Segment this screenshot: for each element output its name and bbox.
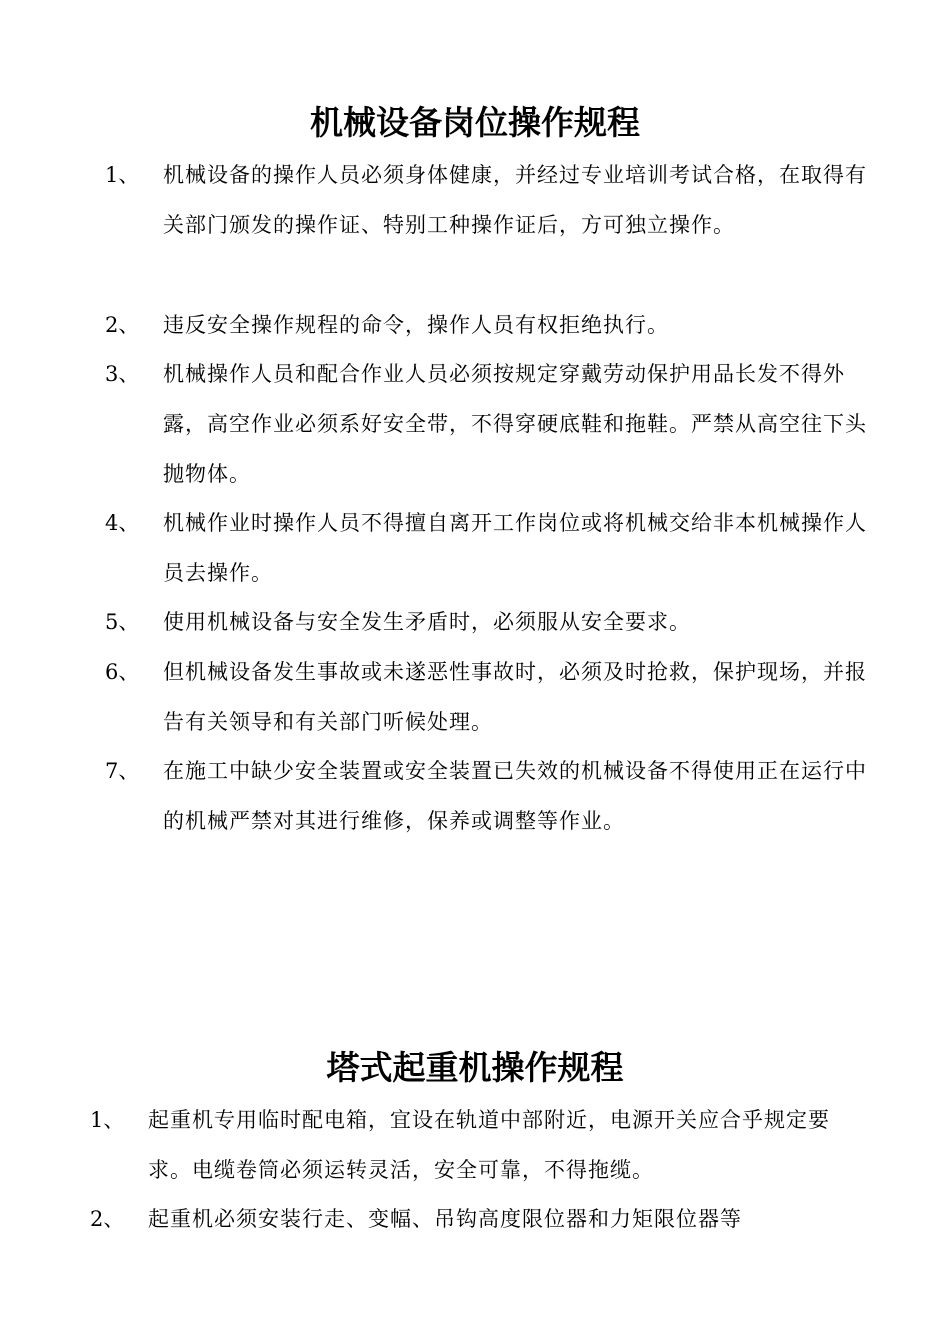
item-number: 2、 (90, 1207, 125, 1231)
item-number: 5、 (105, 610, 140, 634)
item-text: 机械作业时操作人员不得擅自离开工作岗位或将机械交给非本机械操作人员去操作。 (163, 511, 867, 585)
item-text: 机械操作人员和配合作业人员必须按规定穿戴劳动保护用品长发不得外露，高空作业必须系好安全带，不得穿硬底鞋和拖鞋。严禁从高空往下头抛物体。 (163, 362, 867, 486)
item-number: 2、 (105, 313, 140, 337)
section2-title: 塔式起重机操作规程 (326, 1048, 624, 1087)
item-text: 起重机必须安装行走、变幅、吊钩高度限位器和力矩限位器等 (148, 1207, 742, 1231)
section1-title: 机械设备岗位操作规程 (310, 103, 640, 142)
item-number: 7、 (105, 759, 140, 783)
item-number: 4、 (105, 511, 140, 535)
item-text: 在施工中缺少安全装置或安全装置已失效的机械设备不得使用正在运行中的机械严禁对其进行维修，保养或调整等作业。 (163, 759, 867, 833)
item-number: 3、 (105, 362, 140, 386)
item-text: 起重机专用临时配电箱，宜设在轨道中部附近，电源开关应合乎规定要求。电缆卷筒必须运转灵活，安全可靠，不得拖缆。 (148, 1108, 830, 1182)
item-text: 但机械设备发生事故或未遂恶性事故时，必须及时抢救，保护现场，并报告有关领导和有关部门听候处理。 (163, 660, 867, 734)
item-text: 机械设备的操作人员必须身体健康，并经过专业培训考试合格，在取得有关部门颁发的操作证、特别工种操作证后，方可独立操作。 (163, 163, 867, 237)
item-number: 1、 (90, 1108, 125, 1132)
item-text: 使用机械设备与安全发生矛盾时，必须服从安全要求。 (163, 610, 691, 634)
item-number: 1、 (105, 163, 140, 187)
item-number: 6、 (105, 660, 140, 684)
item-text: 违反安全操作规程的命令，操作人员有权拒绝执行。 (163, 313, 669, 337)
